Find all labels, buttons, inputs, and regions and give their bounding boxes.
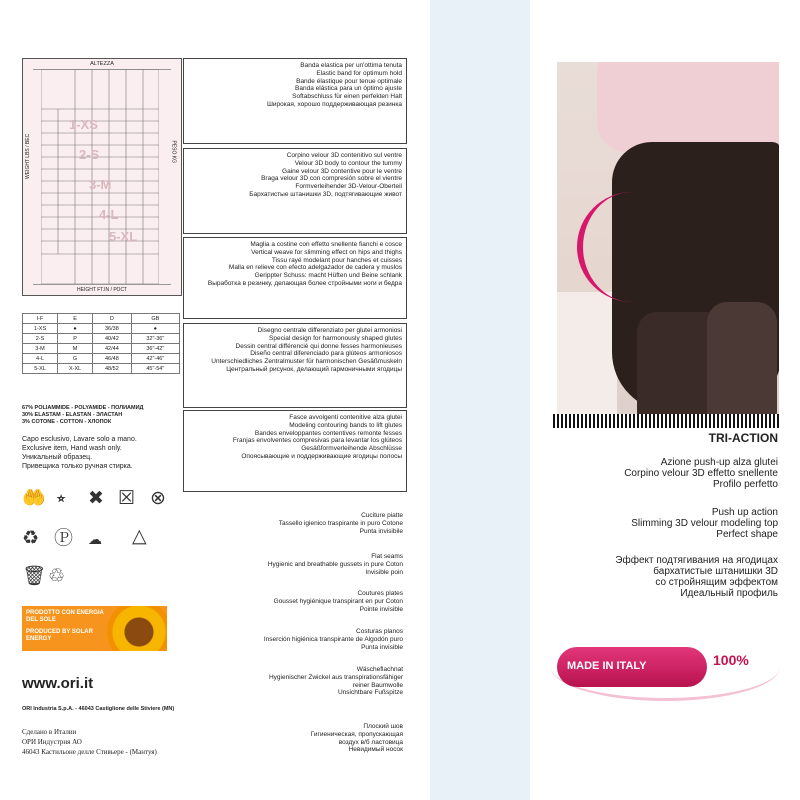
tri-action-stripes [553, 414, 779, 428]
gusset-line: Tassello igienico traspirante in puro Cotone [278, 519, 403, 527]
feature-line: Corpino velour 3D contenitivo sul ventre [286, 152, 402, 159]
table-row [23, 344, 180, 354]
pc-icon: Ⓟ [54, 528, 74, 549]
feature-line: Banda elastica per un'ottima tenuta [300, 62, 402, 69]
gusset-line: воздух в/б ластовица [338, 738, 403, 746]
gusset-line: Wäscheflachnat [356, 666, 403, 673]
feature-line: Franjas envolventes compresivas para levantar los glúteos [232, 437, 402, 445]
table-cell: 1-XS [23, 324, 58, 334]
sweater-shape [597, 62, 779, 152]
lycra-icon: △ [132, 526, 147, 547]
feature-box [183, 237, 407, 319]
sunflower-icon [107, 606, 167, 651]
washing-line: Exclusive item, Hand wash only. [22, 445, 122, 452]
feature-line: Softabschluss für einen perfekten Halt [292, 93, 402, 101]
feature-line: Gesäßformverleihende Abschlüsse [301, 445, 402, 453]
no-dry-clean-icon: ⊗ [150, 488, 166, 509]
size-chart [22, 58, 182, 296]
composition-line: 3% COTONE - COTTON - ХЛОПОК [22, 419, 112, 425]
size-label: 4-L [99, 207, 119, 222]
made-in-italy-pill [557, 647, 707, 687]
size-chart-top-label: ALTEZZA [33, 59, 171, 70]
table-cell: 3-M [23, 344, 58, 354]
table-cell: 48/52 [93, 364, 132, 374]
trash-bin-icon: 🗑 [22, 566, 47, 587]
gusset-line: Невидимый носок [348, 746, 403, 754]
size-chart-right-label: PESO KG [171, 140, 177, 163]
feature-line: Disegno centrale differenziato per glutei armoniosi [257, 327, 402, 334]
feature-line: Malla en relieve con efecto adelgazador de cadera y muslos [228, 264, 402, 272]
washing-line: Привещика только ручная стирка. [22, 463, 133, 470]
table-cell: ● [131, 324, 179, 334]
divider-strip [430, 0, 530, 800]
gusset-line: Unsichtbare Fußspitze [337, 689, 403, 697]
description-line: бархатистые штанишки 3D [653, 566, 778, 577]
feature-line: Bandes enveloppantes contentives remonte fesses [254, 429, 402, 437]
website-link[interactable]: www.ori.it [22, 675, 94, 692]
description-line: Эффект подтягивания на ягодицах [615, 555, 778, 566]
pap-recycle-icon: ♲ [48, 566, 66, 587]
table-cell: 40/42 [93, 334, 132, 344]
gusset-line: Punta invisibile [359, 527, 403, 535]
gusset-line: reiner Baumwolle [352, 681, 403, 689]
russian-address-line: Сделано в Италии [22, 728, 77, 736]
feature-line: Diseño central diferenciado para glúteos armoniosos [250, 350, 402, 358]
russian-address-line: ОРИ Индустрия АО [22, 738, 82, 746]
russian-address [22, 727, 157, 757]
recycle-icon: ♻ [22, 528, 40, 549]
table-cell: P [58, 334, 93, 344]
feature-line: Velour 3D body to contour the tummy [294, 159, 402, 167]
washing-instructions [22, 435, 192, 471]
table-cell: 36"-42" [131, 344, 179, 354]
feature-line: Dessin central différencié qui donne fesses harmonieuses [235, 342, 402, 350]
table-cell: G [58, 354, 93, 364]
composition-line: 30% ELASTAM - ELASTAN - ЭЛАСТАН [22, 412, 123, 418]
gusset-line: Pointe invisible [359, 605, 403, 613]
table-header: I-F [23, 314, 58, 324]
feature-box [183, 323, 407, 408]
made-in-italy-badge [551, 633, 780, 698]
gusset-line: Hygienic and breathable gussets in pure Coton [267, 560, 403, 568]
table-cell: 2-S [23, 334, 58, 344]
feature-line: Tissu rayé modelant pour hanches et cuisses [271, 256, 402, 264]
size-label: 2-S [79, 147, 100, 162]
table-cell: X-XL [58, 364, 93, 374]
gusset-block [183, 512, 407, 535]
feature-line: Fasce avvolgenti contenitive alza glutei [289, 414, 402, 421]
table-cell: 32"-36" [131, 334, 179, 344]
table-row [23, 324, 180, 334]
table-cell: 42/44 [93, 344, 132, 354]
table-header: D [93, 314, 132, 324]
russian-address-line: 46043 Кастильоне делле Стивьере - (Мантуя) [22, 748, 157, 756]
gusset-line: Flat seams [371, 553, 403, 560]
size-label: 1-XS [69, 117, 98, 132]
sofa-shape [557, 292, 617, 420]
table-cell: 4-L [23, 354, 58, 364]
conversion-table [22, 313, 180, 374]
description-line: Push up action [711, 507, 778, 518]
description-line: Slimming 3D velour modeling top [631, 518, 778, 529]
leg-shape [707, 302, 777, 420]
feature-line: Широкая, хорошо поддерживающая резинка [266, 100, 402, 108]
table-cell: M [58, 344, 93, 354]
feature-box [183, 148, 407, 234]
quality-icon: ☁ [88, 531, 102, 547]
table-cell: 45"-54" [131, 364, 179, 374]
tri-action-title: TRI-ACTION [708, 431, 778, 445]
description-line: Идеальный профиль [680, 588, 778, 599]
table-cell: 42"-46" [131, 354, 179, 364]
composition [22, 405, 192, 426]
feature-line: Maglia a costine con effetto snellente fianchi e cosce [250, 241, 402, 248]
push-up-arrow-icon [577, 192, 643, 302]
gusset-line: Hygienischer Zwickel aus transpirationsfähiger [268, 673, 403, 681]
gusset-line: Гигиеническая, пропускающая [310, 730, 403, 738]
solar-label-en: PRODUCED BY SOLAR ENERGY [26, 629, 93, 642]
description-line: со стройнящим эффектом [655, 577, 778, 588]
percent-label: 100% [713, 652, 749, 668]
gusset-line: Invisible poin [365, 568, 403, 576]
washing-line: Capo esclusivo, Lavare solo a mano. [22, 436, 137, 443]
size-label: 3-M [89, 177, 112, 192]
gusset-line: Costuras planos [356, 628, 403, 635]
gusset-line: Punta invisible [361, 643, 403, 651]
feature-line: Braga velour 3D con compresión sobre el vientre [261, 175, 402, 183]
feature-line: Modeling contouring bands to lift glutes [289, 421, 402, 429]
feature-line: Formverleihender 3D-Velour-Oberteil [295, 183, 402, 191]
description-line: Azione push-up alza glutei [660, 457, 778, 468]
table-header-row [23, 314, 180, 324]
feature-line: Центральный рисунок, делающий гармоничными ягодицы [226, 365, 402, 373]
description-it [624, 457, 778, 490]
care-icons [22, 488, 182, 512]
size-label: 5-XL [109, 229, 138, 244]
feature-line: Gerippter Schuss: macht Hüften und Beine schlank [254, 272, 402, 280]
table-row [23, 354, 180, 364]
made-in-italy-label: MADE IN ITALY [567, 660, 647, 672]
gusset-line: Gousset hygiénique transpirant en pur Coton [273, 597, 403, 605]
feature-line: Бархатистые штанишки 3D, подтягивающие живот [249, 190, 402, 198]
table-cell: 46/48 [93, 354, 132, 364]
hand-wash-icon: 🤲 [22, 488, 46, 509]
table-header: GB [131, 314, 179, 324]
certification-icons [22, 520, 192, 560]
composition-line: 67% POLIAMMIDE - POLYAMIDE - ПОЛИАМИД [22, 405, 144, 411]
feature-line: Vertical weave for slimming effect on hips and thighs [251, 248, 402, 256]
feature-line: Elastic band for optimum hold [316, 69, 402, 77]
table-row [23, 364, 180, 374]
no-bleach-icon: ✖ [88, 488, 104, 509]
feature-line: Bande élastique pour tenue optimale [296, 77, 402, 85]
gusset-line: Плоский шов [363, 723, 403, 730]
feature-box [183, 410, 407, 492]
no-iron-icon: ☒ [118, 488, 136, 509]
gusset-block [183, 666, 407, 697]
feature-box [183, 58, 407, 144]
description-ru [615, 555, 778, 599]
table-cell: 36/38 [93, 324, 132, 334]
feature-line: Gaine velour 3D contentive pour le ventre [282, 167, 402, 175]
table-row [23, 334, 180, 344]
gusset-line: Cuciture piatte [361, 512, 403, 519]
gusset-line: Inserción higiénica transpirante de Algodón puro [263, 635, 403, 643]
gusset-block [183, 723, 407, 754]
table-cell: ● [58, 324, 93, 334]
wash-30-icon: ⭒ [56, 488, 67, 509]
table-cell: 5-XL [23, 364, 58, 374]
description-line: Perfect shape [716, 529, 778, 540]
gusset-block [183, 553, 407, 576]
gusset-block [183, 590, 407, 613]
description-line: Profilo perfetto [712, 479, 778, 490]
solar-energy-badge [22, 606, 167, 651]
company-address: ORI Industria S.p.A. - 46043 Castiglione delle Stiviere (MN) [22, 706, 175, 712]
description-en [631, 507, 778, 540]
washing-line: Уникальный образец. [22, 454, 93, 461]
feature-line: Special design for harmonously shaped glutes [269, 334, 402, 342]
product-photo [557, 62, 779, 420]
feature-line: Опоясывающие и поддерживающие ягодицы полосы [241, 452, 402, 460]
table-header: E [58, 314, 93, 324]
description-line: Corpino velour 3D effetto snellente [624, 468, 778, 479]
feature-line: Banda elástica para un óptimo ajuste [295, 85, 402, 93]
disposal-icons [22, 566, 102, 594]
size-chart-left-label: WEIGHT LBS / ВЕС [25, 133, 31, 179]
size-chart-bottom-label: HEIGHT FT.IN / РОСТ [33, 284, 171, 295]
feature-line: Выработка в резинку, делающая более стройными ноги и бедра [207, 279, 402, 287]
gusset-line: Coutures plates [357, 590, 403, 597]
feature-line: Unterschiedliches Zentralmuster für harmonischen Gesäßmuskeln [211, 358, 402, 366]
solar-label-it: PRODOTTO CON ENERGIA DEL SOLE [26, 610, 104, 623]
gusset-block [183, 628, 407, 651]
